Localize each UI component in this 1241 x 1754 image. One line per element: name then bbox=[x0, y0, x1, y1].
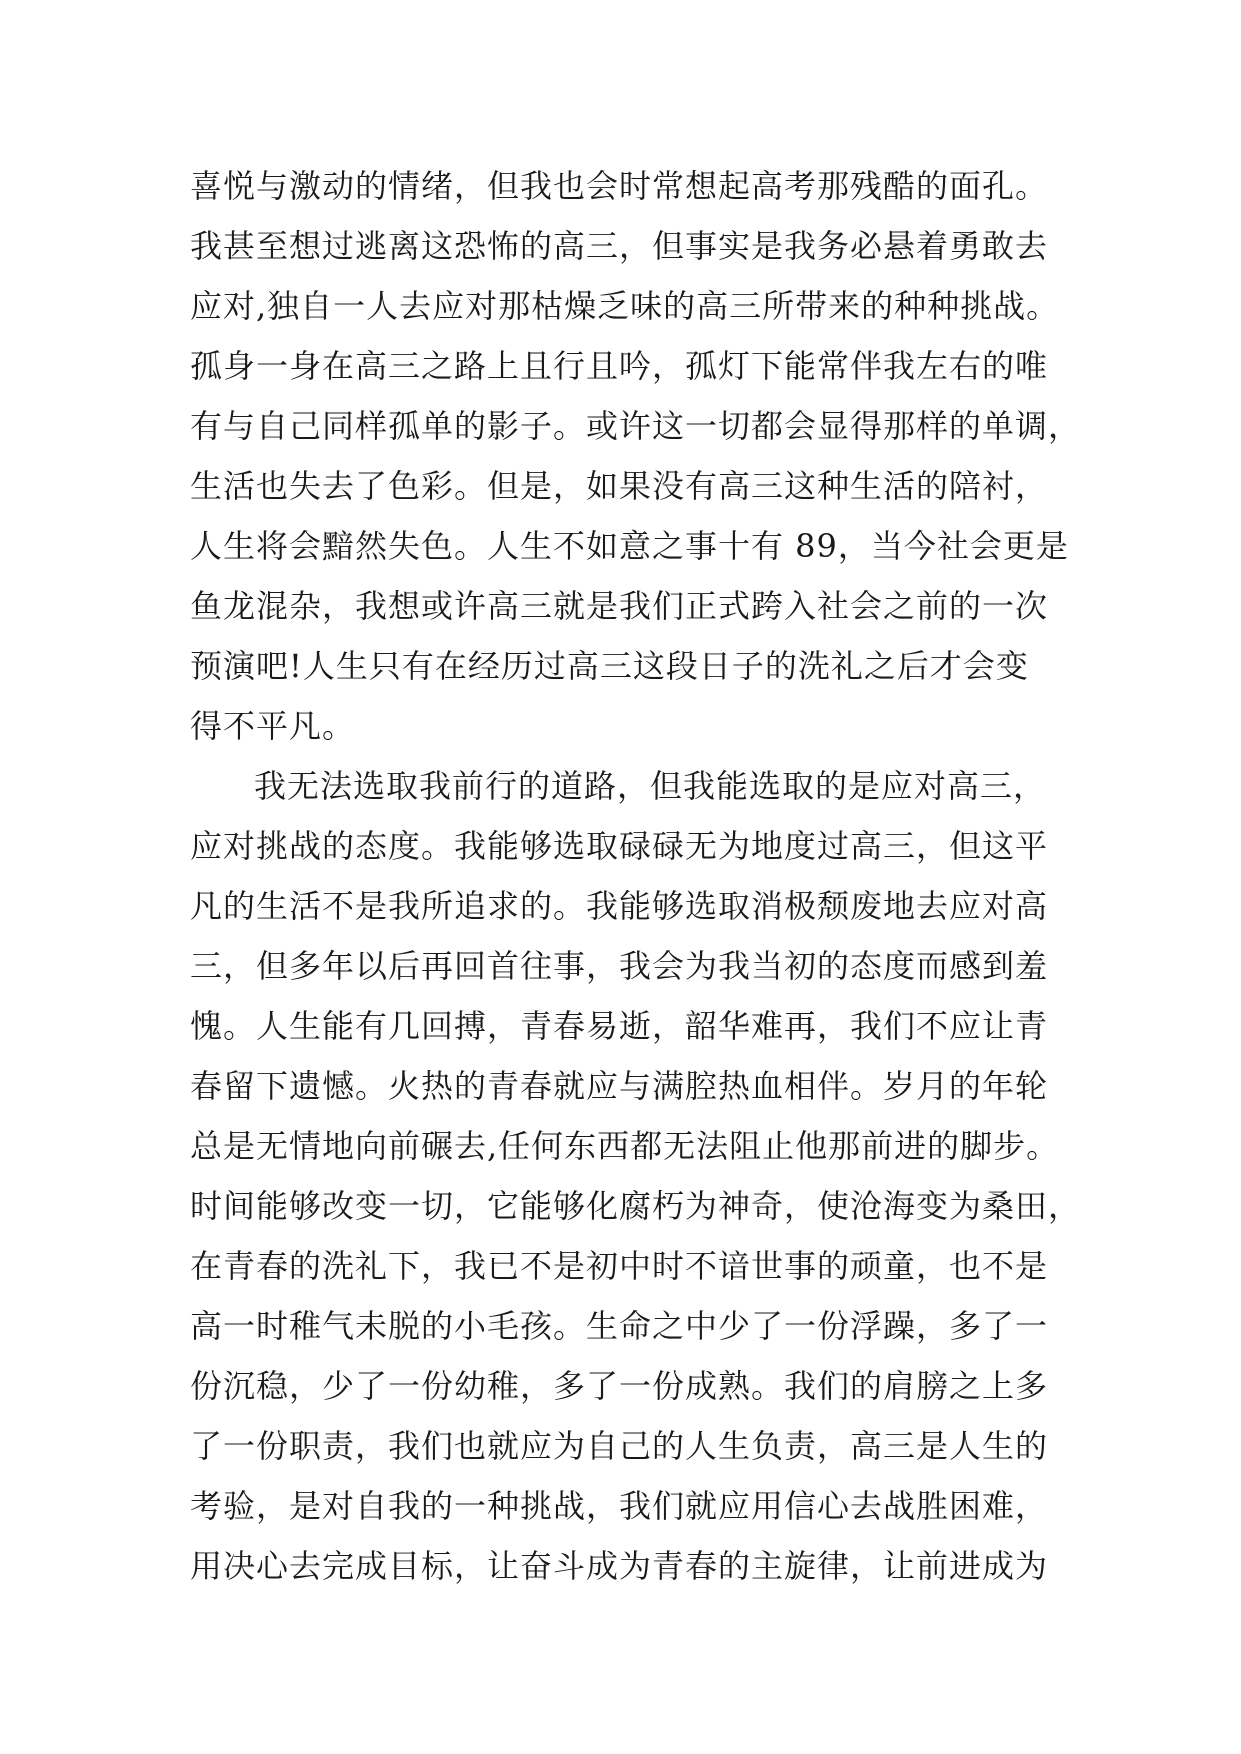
text-line: 人生将会黯然失色。人生不如意之事十有 89，当今社会更是 bbox=[190, 527, 1069, 565]
text-line: 春留下遗憾。火热的青春就应与满腔热血相伴。岁月的年轮 bbox=[190, 1067, 1049, 1105]
text-line: 预演吧!人生只有在经历过高三这段日子的洗礼之后才会变 bbox=[190, 647, 1029, 685]
text-column bbox=[190, 156, 1090, 1596]
text-line: 孤身一身在高三之路上且行且吟，孤灯下能常伴我左右的唯 bbox=[190, 347, 1049, 385]
text-line: 在青春的洗礼下，我已不是初中时不谙世事的顽童，也不是 bbox=[190, 1247, 1049, 1285]
text-line: 凡的生活不是我所追求的。我能够选取消极颓废地去应对高 bbox=[190, 887, 1049, 925]
text-line: 高一时稚气未脱的小毛孩。生命之中少了一份浮躁，多了一 bbox=[190, 1307, 1049, 1345]
text-line: 总是无情地向前碾去,任何东西都无法阻止他那前进的脚步。 bbox=[190, 1127, 1060, 1165]
text-line: 时间能够改变一切，它能够化腐朽为神奇，使沧海变为桑田， bbox=[190, 1187, 1082, 1225]
text-line: 我甚至想过逃离这恐怖的高三，但事实是我务必悬着勇敢去 bbox=[190, 227, 1049, 265]
text-line: 喜悦与激动的情绪，但我也会时常想起高考那残酷的面孔。 bbox=[190, 167, 1049, 205]
text-line: 用决心去完成目标，让奋斗成为青春的主旋律，让前进成为 bbox=[190, 1547, 1049, 1585]
paragraph-1 bbox=[190, 156, 1090, 756]
text-line: 应对,独自一人去应对那枯燥乏味的高三所带来的种种挑战。 bbox=[190, 287, 1060, 325]
text-line: 有与自己同样孤单的影子。或许这一切都会显得那样的单调， bbox=[190, 407, 1082, 445]
text-line: 愧。人生能有几回搏，青春易逝，韶华难再，我们不应让青 bbox=[190, 1007, 1049, 1045]
text-line: 生活也失去了色彩。但是，如果没有高三这种生活的陪衬， bbox=[190, 467, 1049, 505]
text-line: 份沉稳，少了一份幼稚，多了一份成熟。我们的肩膀之上多 bbox=[190, 1367, 1049, 1405]
text-line: 得不平凡。 bbox=[190, 707, 356, 745]
text-line: 了一份职责，我们也就应为自己的人生负责，高三是人生的 bbox=[190, 1427, 1049, 1465]
text-line: 三，但多年以后再回首往事，我会为我当初的态度而感到羞 bbox=[190, 947, 1049, 985]
text-line: 鱼龙混杂，我想或许高三就是我们正式跨入社会之前的一次 bbox=[190, 587, 1049, 625]
text-line: 应对挑战的态度。我能够选取碌碌无为地度过高三，但这平 bbox=[190, 827, 1049, 865]
text-line: 考验，是对自我的一种挑战，我们就应用信心去战胜困难， bbox=[190, 1487, 1049, 1525]
paragraph-2 bbox=[190, 756, 1090, 1596]
text-line-indented: 我无法选取我前行的道路，但我能选取的是应对高三， bbox=[254, 767, 1047, 805]
